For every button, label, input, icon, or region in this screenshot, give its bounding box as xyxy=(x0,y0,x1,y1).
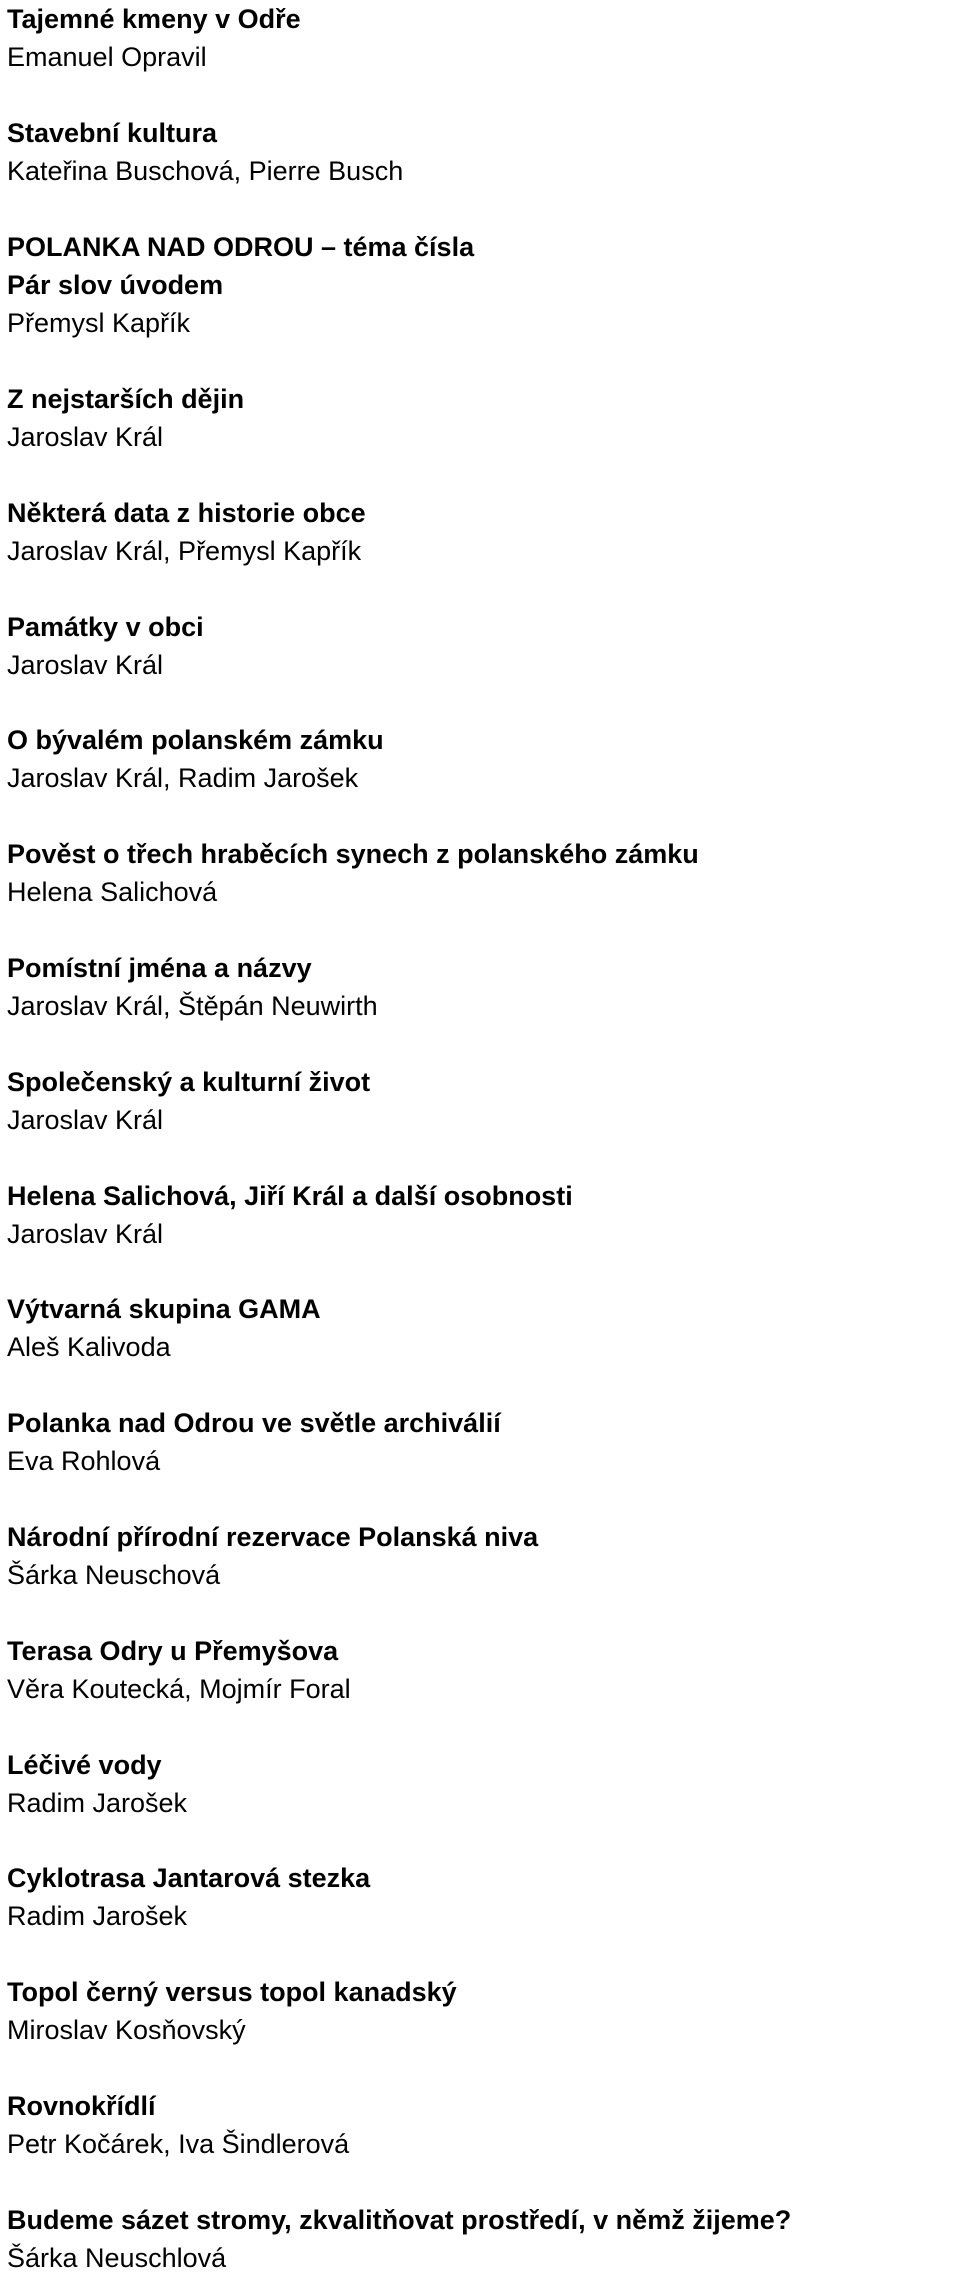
toc-entry xyxy=(7,1518,957,1594)
toc-entry xyxy=(7,1746,957,1822)
entry-title: Pomístní jména a názvy xyxy=(7,953,312,983)
entry-title: Některá data z historie obce xyxy=(7,497,366,528)
toc-entry xyxy=(7,380,957,456)
entry-author: Radim Jarošek xyxy=(7,1901,188,1932)
entry-author: Jaroslav Král xyxy=(7,1104,164,1135)
toc-entry xyxy=(7,228,957,342)
entry-author: Přemysl Kapřík xyxy=(7,307,191,338)
toc-entry xyxy=(7,1404,957,1480)
toc-entry xyxy=(7,2087,957,2163)
entry-author: Jaroslav Král xyxy=(7,649,164,680)
entry-title: Budeme sázet stromy, zkvalitňovat prostředí, v němž žijeme? xyxy=(7,2204,792,2235)
entry-author: Jaroslav Král, Přemysl Kapřík xyxy=(7,535,362,566)
entry-author: Jaroslav Král xyxy=(7,1218,164,1249)
entry-title: Helena Salichová, Jiří Král a další osobnosti xyxy=(7,1180,573,1211)
entry-author: Jaroslav Král, Radim Jarošek xyxy=(7,763,359,794)
entry-author: Aleš Kalivoda xyxy=(7,1332,171,1363)
toc-entry xyxy=(7,2201,957,2277)
toc-entry xyxy=(7,1290,957,1366)
entry-title: Stavební kultura xyxy=(7,117,218,148)
entry-author: Eva Rohlová xyxy=(7,1446,161,1477)
entry-author: Jaroslav Král xyxy=(7,422,164,452)
entry-title: Léčivé vody xyxy=(7,1749,162,1780)
entry-author: Věra Koutecká, Mojmír Foral xyxy=(7,1673,351,1704)
entry-title: Terasa Odry u Přemyšova xyxy=(7,1635,339,1666)
toc-entry xyxy=(7,1973,957,2049)
entry-title: Výtvarná skupina GAMA xyxy=(7,1294,321,1325)
entry-title: POLANKA NAD ODROU – téma čísla xyxy=(7,231,475,262)
entry-author: Miroslav Kosňovský xyxy=(7,2015,246,2046)
entry-author: Šárka Neuschlová xyxy=(7,2242,227,2273)
entry-title: Památky v obci xyxy=(7,611,204,642)
toc-entry xyxy=(7,1177,957,1253)
toc-entry xyxy=(7,949,957,1025)
toc-entry xyxy=(7,0,957,76)
toc-entry xyxy=(7,1063,957,1139)
toc-entry xyxy=(7,114,957,190)
toc-entry xyxy=(7,1632,957,1708)
entry-author: Helena Salichová xyxy=(7,877,218,908)
toc-entry xyxy=(7,494,957,570)
entry-title: Národní přírodní rezervace Polanská niva xyxy=(7,1522,539,1552)
toc-entry xyxy=(7,721,957,797)
entry-title: Rovnokřídlí xyxy=(7,2091,156,2121)
entry-title: O bývalém polanském zámku xyxy=(7,725,384,756)
entry-title: Cyklotrasa Jantarová stezka xyxy=(7,1863,371,1894)
entry-title: Společenský a kulturní život xyxy=(7,1066,371,1097)
entry-title: Tajemné kmeny v Odře xyxy=(7,4,301,34)
entry-title: Polanka nad Odrou ve světle archiválií xyxy=(7,1408,501,1439)
toc-entry xyxy=(7,608,957,684)
entry-title: Topol černý versus topol kanadský xyxy=(7,1977,457,2008)
toc-entry xyxy=(7,835,957,911)
entry-author: Kateřina Buschová, Pierre Busch xyxy=(7,155,404,186)
entry-title: Pověst o třech hraběcích synech z polanského zámku xyxy=(7,839,699,870)
entry-author: Petr Kočárek, Iva Šindlerová xyxy=(7,2129,350,2159)
entry-author: Jaroslav Král, Štěpán Neuwirth xyxy=(7,991,378,1021)
entry-author: Radim Jarošek xyxy=(7,1787,188,1818)
entry-author: Šárka Neuschová xyxy=(7,1560,221,1590)
entry-author: Emanuel Opravil xyxy=(7,42,207,72)
entry-title: Pár slov úvodem xyxy=(7,269,224,300)
entry-title: Z nejstarších dějin xyxy=(7,384,245,414)
toc-entry xyxy=(7,1859,957,1935)
